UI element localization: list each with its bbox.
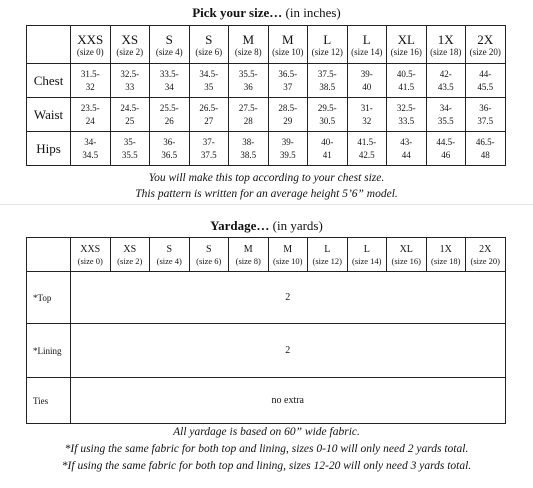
measurement-cell: [308, 64, 348, 98]
size-number: (size 4): [155, 46, 183, 57]
measurement-cell: [189, 98, 229, 132]
range-end: 44: [401, 149, 411, 160]
yardage-row-lining: [27, 324, 506, 378]
measurement-cell: [110, 132, 150, 166]
size-number: (size 16): [390, 46, 422, 57]
size-name: S: [205, 31, 213, 47]
range-end: 35.5: [121, 149, 138, 160]
range-start: 34-: [84, 136, 97, 147]
size-name: XL: [397, 31, 415, 47]
size-name: L: [324, 243, 331, 255]
range-start: 28.5-: [278, 102, 298, 113]
measurement-cell: [466, 98, 506, 132]
range-end: 28: [243, 115, 253, 126]
range-start: 37-: [202, 136, 215, 147]
size-header-cell: [71, 26, 111, 64]
size-number: (size 10): [272, 46, 304, 57]
range-end: 34: [164, 81, 174, 92]
range-start: 39-: [360, 68, 373, 79]
range-end: 32: [85, 81, 95, 92]
range-end: 41.5: [398, 81, 415, 92]
range-start: 40-: [321, 136, 334, 147]
size-name: XL: [399, 243, 413, 255]
yardage-title-bold: Yardage…: [210, 218, 270, 233]
range-start: 33.5-: [159, 68, 179, 79]
measurement-cell: [189, 132, 229, 166]
range-start: 35.5-: [238, 68, 258, 79]
range-start: 40.5-: [396, 68, 416, 79]
measurement-cell: [387, 98, 427, 132]
measurement-cell: [268, 64, 308, 98]
range-end: 33: [125, 81, 135, 92]
size-name: M: [281, 31, 294, 47]
size-header-cell: [110, 238, 150, 272]
size-chart-title-bold: Pick your size…: [192, 5, 283, 20]
size-name: M: [242, 31, 255, 47]
size-header-cell: [189, 238, 229, 272]
measurement-cell: [387, 132, 427, 166]
range-end: 30.5: [319, 115, 336, 126]
size-header-cell: [308, 238, 348, 272]
range-end: 25: [125, 115, 135, 126]
measurement-cell: [347, 132, 387, 166]
range-start: 24.5-: [120, 102, 140, 113]
size-number: (size 10): [272, 255, 303, 266]
yardage-value-ties: no extra: [71, 378, 506, 424]
range-start: 32.5-: [120, 68, 140, 79]
size-name: XXS: [77, 31, 104, 47]
measurement-cell: [150, 132, 190, 166]
measurement-cell: [426, 64, 466, 98]
range-end: 41: [322, 149, 332, 160]
range-end: 42.5: [358, 149, 375, 160]
size-header-cell: [268, 238, 308, 272]
size-number: (size 0): [76, 46, 104, 57]
size-header-cell: [150, 238, 190, 272]
range-start: 35-: [123, 136, 136, 147]
measurement-cell: [387, 64, 427, 98]
size-name: 2X: [477, 31, 494, 47]
size-chart-title-unit: (in inches): [282, 5, 341, 20]
measurement-cell: [347, 64, 387, 98]
measurement-cell: [71, 132, 111, 166]
measurement-cell: [71, 98, 111, 132]
measurement-cell: [466, 132, 506, 166]
size-name: 2X: [479, 243, 492, 255]
yardage-row-top: [27, 272, 506, 324]
size-number: (size 20): [469, 46, 501, 57]
corner-cell: [27, 238, 71, 272]
yardage-value-top: 2: [71, 272, 506, 324]
row-label-chest: Chest: [27, 64, 71, 98]
range-end: 27: [204, 115, 214, 126]
range-end: 34.5: [82, 149, 99, 160]
measurement-cell: [229, 64, 269, 98]
size-number: (size 4): [156, 255, 182, 266]
row-label-hips: Hips: [27, 132, 71, 166]
measurement-cell: [71, 64, 111, 98]
size-header-cell: [426, 26, 466, 64]
measurement-cell: [426, 98, 466, 132]
range-start: 29.5-: [317, 102, 337, 113]
yardage-value-lining: 2: [71, 324, 506, 378]
size-name: M: [283, 243, 293, 255]
measurement-cell: [150, 64, 190, 98]
range-end: 39.5: [279, 149, 296, 160]
size-number: (size 8): [235, 255, 261, 266]
size-header-cell: [229, 26, 269, 64]
size-name: XS: [123, 243, 137, 255]
size-number: (size 2): [116, 46, 144, 57]
range-end: 43.5: [437, 81, 454, 92]
yardage-table: [26, 237, 506, 424]
range-end: 37: [283, 81, 293, 92]
size-number: (size 14): [351, 46, 383, 57]
range-start: 41.5-: [357, 136, 377, 147]
range-end: 37.5: [477, 115, 494, 126]
size-number: (size 6): [196, 255, 222, 266]
measurement-row-waist: [27, 98, 506, 132]
size-header-cell: [189, 26, 229, 64]
range-start: 39-: [281, 136, 294, 147]
size-chart-note-chest: You will make this top according to your chest size.: [148, 172, 385, 184]
range-start: 36.5-: [278, 68, 298, 79]
corner-cell: [27, 26, 71, 64]
size-header-cell: [387, 238, 427, 272]
size-header-cell: [150, 26, 190, 64]
size-header-cell: [466, 26, 506, 64]
size-number: (size 20): [470, 255, 500, 266]
size-header-cell: [229, 238, 269, 272]
size-name: S: [165, 31, 173, 47]
range-end: 37.5: [200, 149, 217, 160]
range-end: 29: [283, 115, 293, 126]
range-start: 32.5-: [396, 102, 416, 113]
range-end: 38.5: [319, 81, 336, 92]
range-start: 42-: [439, 68, 452, 79]
yardage-title-unit: (in yards): [269, 218, 323, 233]
measurement-cell: [426, 132, 466, 166]
range-end: 46: [441, 149, 451, 160]
range-end: 33.5: [398, 115, 415, 126]
range-end: 32: [362, 115, 372, 126]
measurement-cell: [229, 132, 269, 166]
size-header-cell: [110, 26, 150, 64]
size-name: L: [362, 31, 371, 47]
range-start: 31-: [360, 102, 373, 113]
range-start: 27.5-: [238, 102, 258, 113]
measurement-row-chest: [27, 64, 506, 98]
size-number: (size 2): [117, 255, 143, 266]
measurement-cell: [308, 132, 348, 166]
size-chart-table: [26, 25, 506, 166]
size-name: XXS: [80, 243, 101, 255]
measurement-cell: [110, 64, 150, 98]
range-start: 26.5-: [199, 102, 219, 113]
size-name: 1X: [437, 31, 454, 47]
size-name: S: [205, 243, 212, 255]
size-header-cell: [347, 238, 387, 272]
size-number: (size 6): [195, 46, 223, 57]
range-start: 25.5-: [159, 102, 179, 113]
measurement-cell: [150, 98, 190, 132]
range-start: 23.5-: [80, 102, 100, 113]
size-number: (size 12): [311, 46, 343, 57]
measurement-cell: [110, 98, 150, 132]
measurement-cell: [229, 98, 269, 132]
size-header-cell: [426, 238, 466, 272]
measurement-cell: [189, 64, 229, 98]
size-number: (size 8): [234, 46, 262, 57]
range-end: 35.5: [437, 115, 454, 126]
yardage-row-ties: [27, 378, 506, 424]
range-end: 36: [243, 81, 253, 92]
size-name: M: [243, 243, 253, 255]
size-name: 1X: [439, 243, 452, 255]
size-header-cell: [268, 26, 308, 64]
range-start: 44.5-: [436, 136, 456, 147]
range-end: 45.5: [477, 81, 494, 92]
measurement-cell: [347, 98, 387, 132]
size-chart-title: [0, 6, 533, 20]
range-end: 35: [204, 81, 214, 92]
size-header-cell: [71, 238, 111, 272]
range-start: 37.5-: [317, 68, 337, 79]
range-end: 36.5: [161, 149, 178, 160]
measurement-cell: [466, 64, 506, 98]
measurement-cell: [268, 98, 308, 132]
range-start: 34.5-: [199, 68, 219, 79]
size-chart-note-height: This pattern is written for an average height 5’6” model.: [135, 188, 398, 200]
range-start: 43-: [400, 136, 413, 147]
range-start: 34-: [439, 102, 452, 113]
range-start: 38-: [242, 136, 255, 147]
range-end: 24: [85, 115, 95, 126]
range-start: 31.5-: [80, 68, 100, 79]
yardage-title: [0, 219, 533, 233]
size-header-row: [27, 26, 506, 64]
measurement-cell: [308, 98, 348, 132]
measurement-cell: [268, 132, 308, 166]
size-header-cell: [466, 238, 506, 272]
size-header-cell: [308, 26, 348, 64]
yardage-note-sizes-12-20: *If using the same fabric for both top and lining, sizes 12-20 will only need 3 yards total.: [61, 460, 472, 472]
size-name: L: [363, 243, 370, 255]
size-number: (size 14): [351, 255, 382, 266]
yardage-size-header-row: [27, 238, 506, 272]
range-end: 38.5: [240, 149, 257, 160]
range-start: 36-: [163, 136, 176, 147]
size-number: (size 12): [312, 255, 342, 266]
range-start: 44-: [479, 68, 492, 79]
size-header-cell: [347, 26, 387, 64]
size-number: (size 18): [430, 46, 462, 57]
section-divider: [0, 204, 533, 205]
size-name: S: [166, 243, 173, 255]
size-number: (size 16): [391, 255, 421, 266]
size-number: (size 0): [77, 255, 103, 266]
range-end: 26: [164, 115, 174, 126]
size-name: L: [323, 31, 332, 47]
range-end: 40: [362, 81, 372, 92]
yardage-note-fabric-width: All yardage is based on 60” wide fabric.: [173, 426, 360, 438]
yardage-label-ties: Ties: [27, 378, 71, 424]
size-header-cell: [387, 26, 427, 64]
measurement-row-hips: [27, 132, 506, 166]
size-number: (size 18): [430, 255, 461, 266]
size-name: XS: [121, 31, 139, 47]
row-label-waist: Waist: [27, 98, 71, 132]
range-start: 36-: [479, 102, 492, 113]
range-end: 48: [480, 149, 490, 160]
yardage-note-sizes-0-10: *If using the same fabric for both top and lining, sizes 0-10 will only need 2 yards total.: [64, 443, 469, 455]
yardage-label-lining: *Lining: [27, 324, 71, 378]
range-start: 46.5-: [475, 136, 495, 147]
yardage-label-top: *Top: [27, 272, 71, 324]
